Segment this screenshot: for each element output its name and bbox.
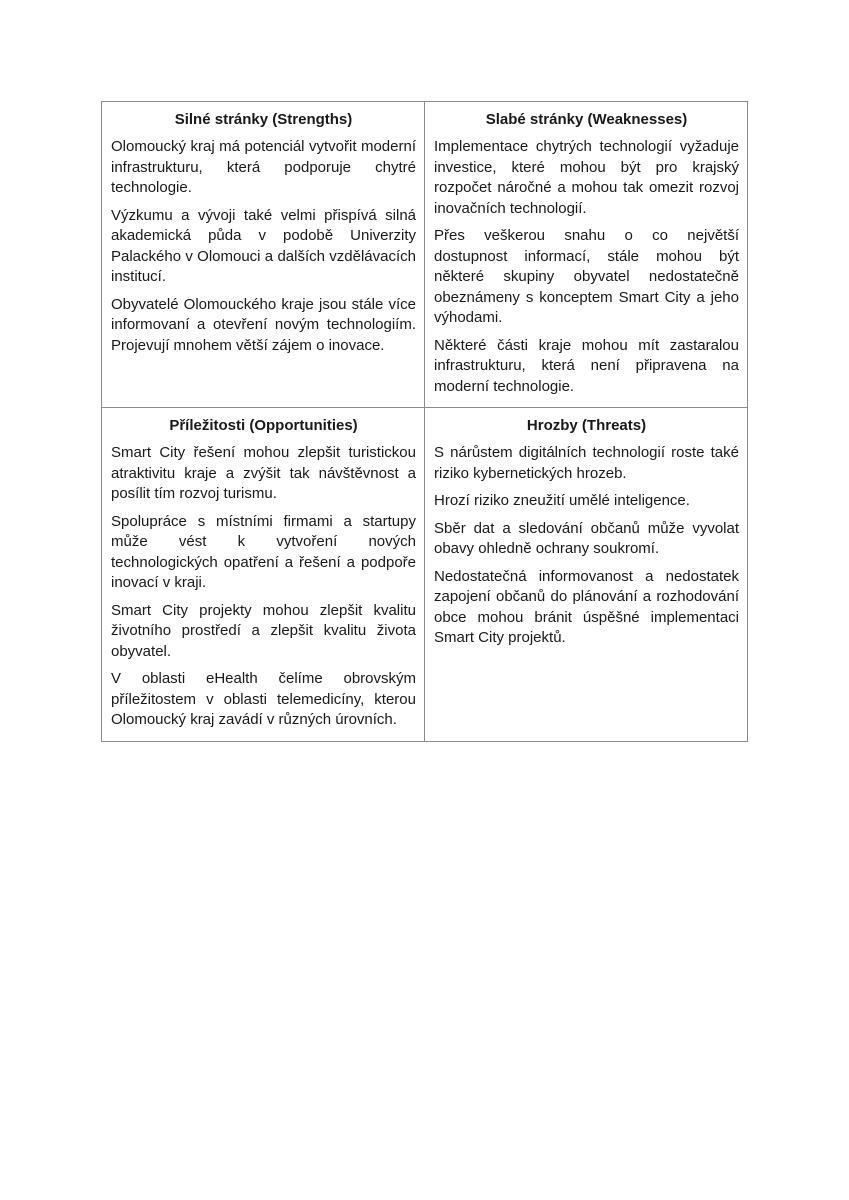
threats-item: Sběr dat a sledování občanů může vyvolat obavy ohledně ochrany soukromí. xyxy=(434,519,739,557)
opportunities-item: V oblasti eHealth čelíme obrovským příležitostem v oblasti telemedicíny, kterou Olomoucký kraj zavádí v různých úrovních. xyxy=(111,670,416,728)
swot-row-bottom xyxy=(102,408,748,742)
opportunities-item: Smart City řešení mohou zlepšit turistickou atraktivitu kraje a zvýšit tak návštěvnost a posílit tím rozvoj turismu. xyxy=(111,444,416,502)
opportunities-item: Spolupráce s místními firmami a startupy může vést k vytvoření nových technologických opatření a řešení a podpoře inovací v kraji. xyxy=(111,512,416,591)
strengths-item: Olomoucký kraj má potenciál vytvořit moderní infrastrukturu, která podporuje chytré technologie. xyxy=(111,138,416,196)
weaknesses-item: Některé části kraje mohou mít zastaralou infrastrukturu, která není připravena na moderní technologie. xyxy=(434,336,739,395)
strengths-cell xyxy=(102,102,425,408)
threats-cell xyxy=(425,408,748,742)
strengths-item: Obyvatelé Olomouckého kraje jsou stále více informovaní a otevření novým technologiím. Projevují mnohem větší zájem o inovace. xyxy=(111,295,416,354)
strengths-item: Výzkumu a vývoji také velmi přispívá silná akademická půda v podobě Univerzity Palackého v Olomouci a dalších vzdělávacích institucí. xyxy=(111,206,416,285)
weaknesses-title: Slabé stránky (Weaknesses) xyxy=(485,111,688,128)
threats-item: S nárůstem digitálních technologií roste také riziko kybernetických hrozeb. xyxy=(434,444,739,482)
weaknesses-item: Implementace chytrých technologií vyžaduje investice, které mohou být pro krajský rozpočet náročné a mohou tak omezit rozvoj inovačních technologií. xyxy=(434,138,739,217)
threats-item: Hrozí riziko zneužití umělé inteligence. xyxy=(434,492,690,509)
opportunities-title: Příležitosti (Opportunities) xyxy=(169,417,358,434)
threats-title: Hrozby (Threats) xyxy=(526,417,647,434)
strengths-title: Silné stránky (Strengths) xyxy=(174,111,353,128)
swot-table xyxy=(101,101,748,742)
swot-row-top xyxy=(102,102,748,408)
threats-item: Nedostatečná informovanost a nedostatek zapojení občanů do plánování a rozhodování obce mohou bránit úspěšné implementaci Smart City projektů. xyxy=(434,567,739,646)
opportunities-cell xyxy=(102,408,425,742)
opportunities-item: Smart City projekty mohou zlepšit kvalitu životního prostředí a zlepšit kvalitu života obyvatel. xyxy=(111,601,416,660)
weaknesses-cell xyxy=(425,102,748,408)
weaknesses-item: Přes veškerou snahu o co největší dostupnost informací, stále mohou být některé skupiny obyvatel nedostatečně obeznámeny s konceptem Smart City a jeho výhodami. xyxy=(434,227,739,326)
